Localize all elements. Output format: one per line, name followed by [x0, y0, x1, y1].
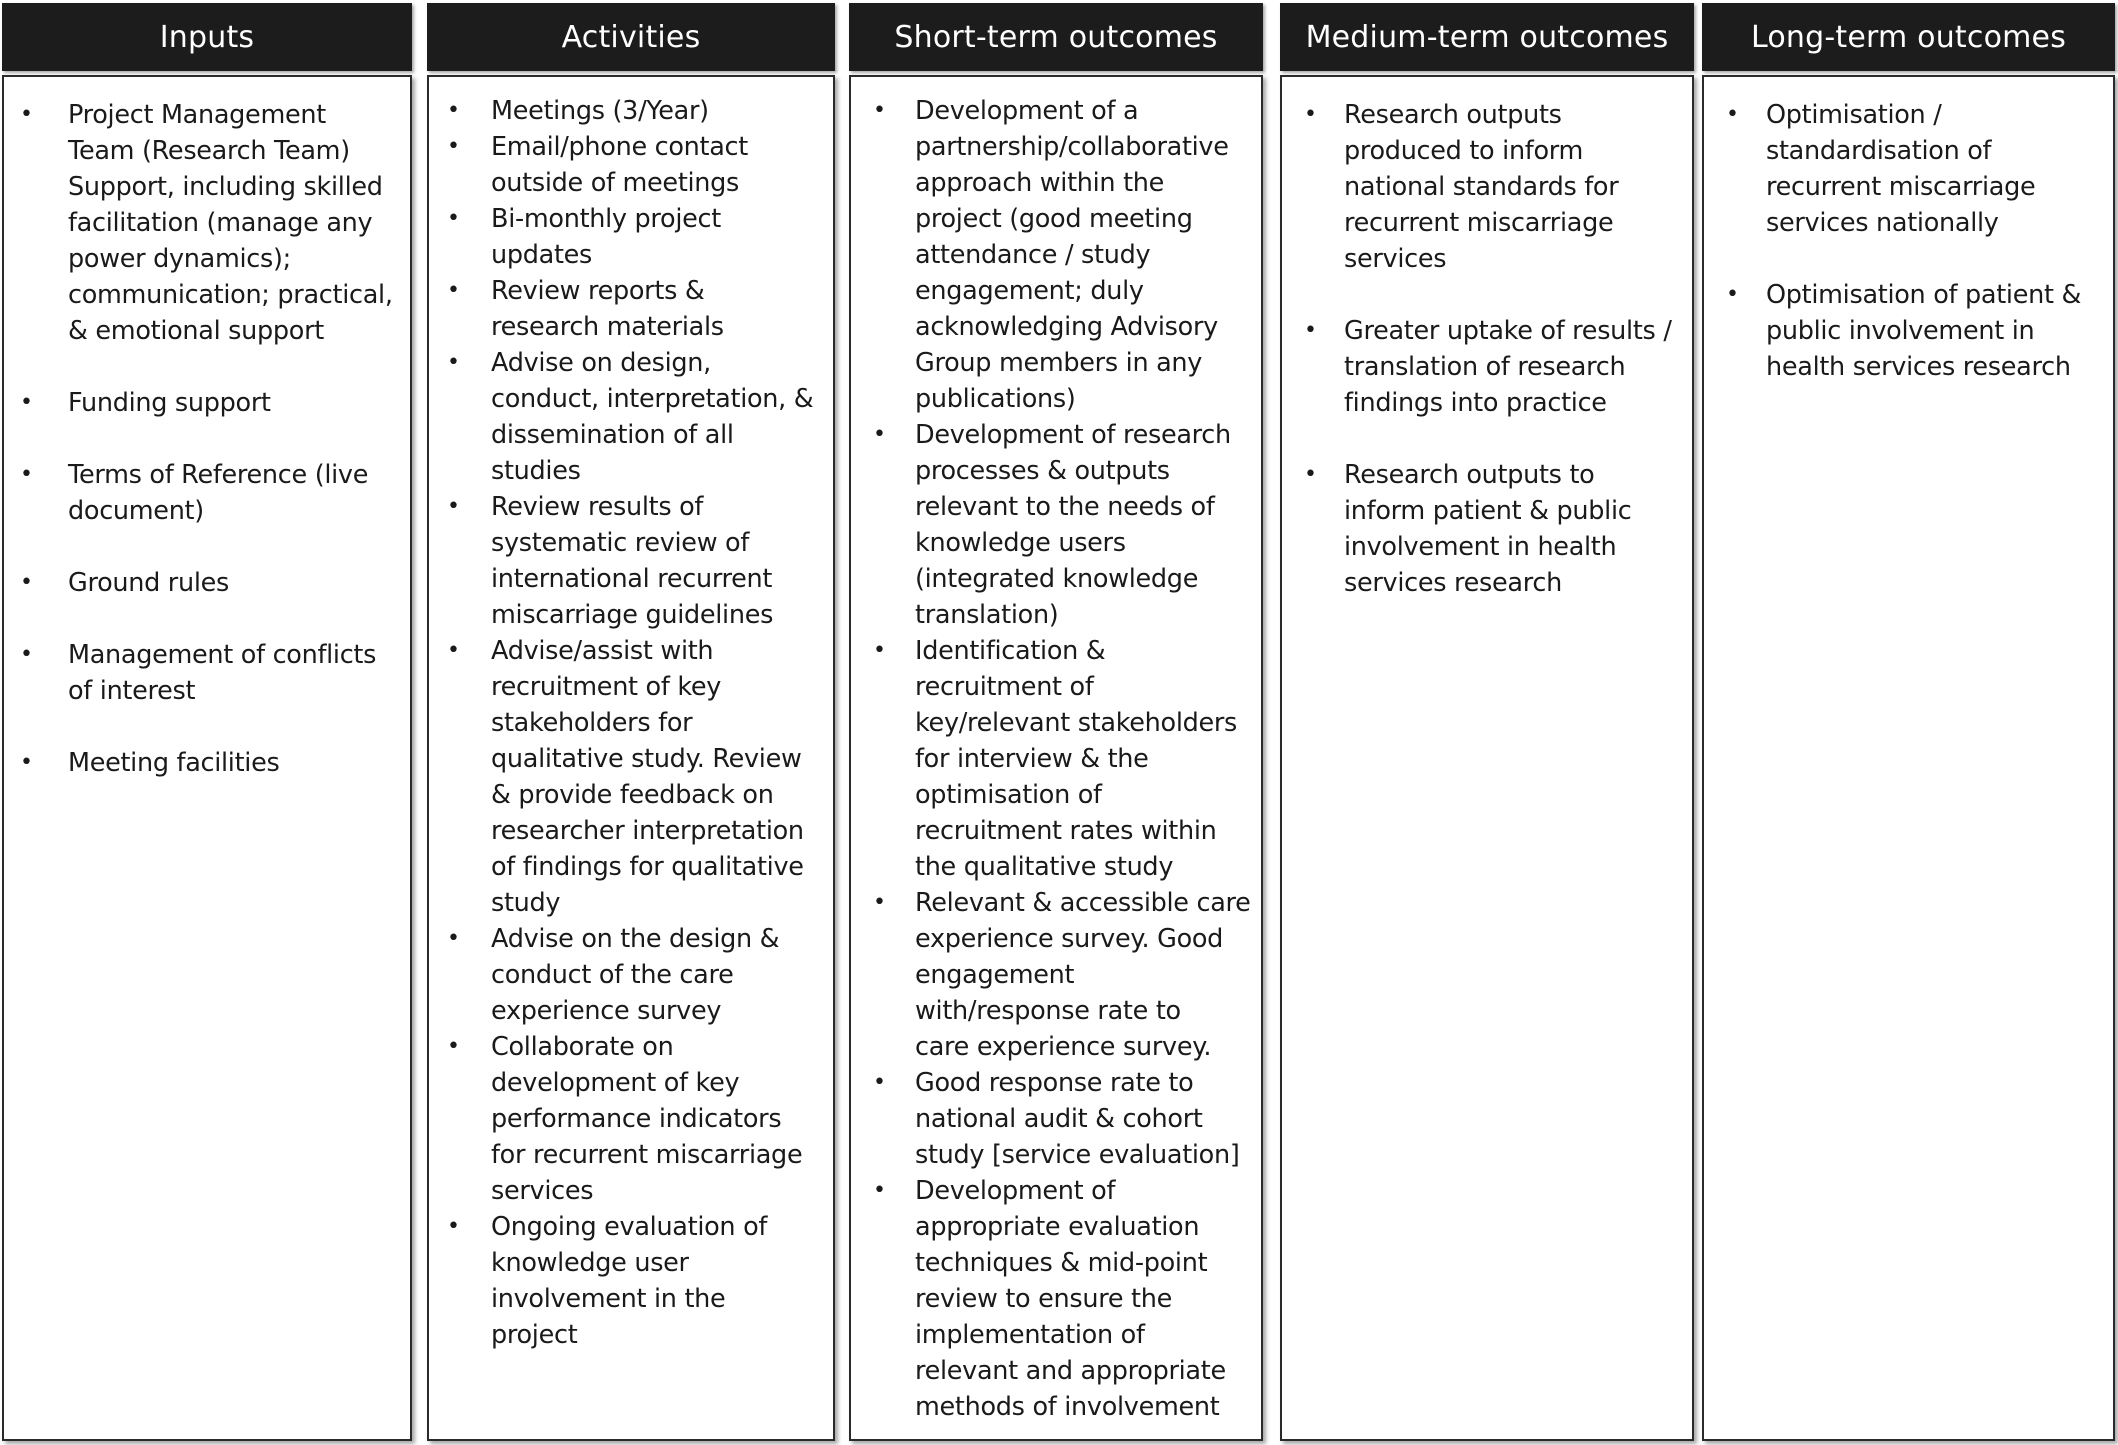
item-text-line: researcher interpretation	[491, 816, 804, 846]
item-text-line: communication; practical,	[68, 280, 393, 310]
list-item	[1282, 97, 1692, 277]
item-text-line: Ongoing evaluation of	[491, 1212, 768, 1242]
item-text-line: experience survey	[491, 996, 722, 1026]
item-text-line: Terms of Reference (live	[68, 460, 369, 490]
item-text-line: outside of meetings	[491, 168, 740, 198]
item-text-line: standardisation of	[1766, 136, 1992, 166]
bullet-icon: •	[1726, 102, 1739, 127]
item-text-line: development of key	[491, 1068, 740, 1098]
item-text-line: Team (Research Team)	[68, 136, 350, 166]
column-header-medium-term-outcomes: Medium-term outcomes	[1280, 3, 1694, 71]
item-text-line: & provide feedback on	[491, 780, 774, 810]
list-item	[1282, 457, 1692, 601]
item-text-line: experience survey. Good	[915, 924, 1224, 954]
item-text-line: recurrent miscarriage	[1766, 172, 2036, 202]
item-text-line: techniques & mid-point	[915, 1248, 1208, 1278]
list-item	[429, 1029, 833, 1209]
item-text-line: recurrent miscarriage	[1344, 208, 1614, 238]
bullet-icon: •	[1304, 318, 1317, 343]
bullet-icon: •	[447, 494, 460, 519]
item-text-line: Project Management	[68, 100, 326, 130]
item-list	[1282, 77, 1692, 601]
item-text-line: Ground rules	[68, 568, 230, 598]
column-body-long-term-outcomes	[1702, 75, 2115, 1441]
item-text-line: Review reports &	[491, 276, 705, 306]
item-text-line: services	[1344, 244, 1447, 274]
item-text-line: document)	[68, 496, 204, 526]
list-item	[429, 201, 833, 273]
item-text-line: Advise on the design &	[491, 924, 780, 954]
item-text-line: (integrated knowledge	[915, 564, 1199, 594]
bullet-icon: •	[447, 134, 460, 159]
column-header-activities: Activities	[427, 3, 835, 71]
item-text-line: project (good meeting	[915, 204, 1193, 234]
bullet-icon: •	[1726, 282, 1739, 307]
item-text-line: services	[491, 1176, 594, 1206]
item-text-line: optimisation of	[915, 780, 1102, 810]
item-text-line: international recurrent	[491, 564, 773, 594]
item-text-line: study	[491, 888, 561, 918]
item-text-line: engagement; duly	[915, 276, 1144, 306]
list-item	[4, 565, 410, 601]
bullet-icon: •	[873, 638, 886, 663]
item-text-line: recruitment of key	[491, 672, 722, 702]
bullet-icon: •	[873, 422, 886, 447]
item-text-line: research materials	[491, 312, 724, 342]
list-item	[851, 93, 1261, 417]
item-text-line: for recurrent miscarriage	[491, 1140, 803, 1170]
bullet-icon: •	[447, 206, 460, 231]
item-text-line: Optimisation of patient &	[1766, 280, 2082, 310]
item-text-line: dissemination of all	[491, 420, 734, 450]
item-text-line: acknowledging Advisory	[915, 312, 1218, 342]
list-item	[429, 921, 833, 1029]
item-text-line: Advise on design,	[491, 348, 711, 378]
item-text-line: relevant and appropriate	[915, 1356, 1226, 1386]
item-text-line: Relevant & accessible care	[915, 888, 1251, 918]
bullet-icon: •	[447, 278, 460, 303]
column-activities	[427, 3, 835, 1441]
item-list	[429, 77, 833, 1353]
column-body-medium-term-outcomes	[1280, 75, 1694, 1441]
item-text-line: of interest	[68, 676, 196, 706]
item-text-line: translation)	[915, 600, 1059, 630]
list-item	[1704, 277, 2113, 385]
item-text-line: Optimisation /	[1766, 100, 1942, 130]
item-text-line: power dynamics);	[68, 244, 291, 274]
bullet-icon: •	[20, 390, 33, 415]
bullet-icon: •	[20, 570, 33, 595]
list-item	[429, 633, 833, 921]
item-text-line: translation of research	[1344, 352, 1626, 382]
item-text-line: processes & outputs	[915, 456, 1170, 486]
item-text-line: knowledge users	[915, 528, 1126, 558]
bullet-icon: •	[20, 102, 33, 127]
bullet-icon: •	[873, 1070, 886, 1095]
list-item	[4, 637, 410, 709]
item-text-line: health services research	[1766, 352, 2071, 382]
item-text-line: Bi-monthly project	[491, 204, 721, 234]
list-item	[851, 417, 1261, 633]
list-item	[429, 345, 833, 489]
bullet-icon: •	[20, 642, 33, 667]
item-text-line: conduct, interpretation, &	[491, 384, 814, 414]
column-inputs	[2, 3, 412, 1441]
bullet-icon: •	[873, 890, 886, 915]
column-medium-term-outcomes	[1280, 3, 1694, 1441]
bullet-icon: •	[447, 98, 460, 123]
item-text-line: systematic review of	[491, 528, 750, 558]
item-text-line: knowledge user	[491, 1248, 689, 1278]
item-text-line: approach within the	[915, 168, 1165, 198]
item-text-line: publications)	[915, 384, 1076, 414]
item-text-line: updates	[491, 240, 593, 270]
column-header-inputs: Inputs	[2, 3, 412, 71]
item-text-line: engagement	[915, 960, 1075, 990]
column-body-short-term-outcomes	[849, 75, 1263, 1441]
item-text-line: services research	[1344, 568, 1562, 598]
item-text-line: national audit & cohort	[915, 1104, 1203, 1134]
column-header-short-term-outcomes: Short-term outcomes	[849, 3, 1263, 71]
list-item	[4, 385, 410, 421]
item-text-line: performance indicators	[491, 1104, 782, 1134]
item-text-line: Group members in any	[915, 348, 1203, 378]
item-text-line: stakeholders for	[491, 708, 693, 738]
item-text-line: inform patient & public	[1344, 496, 1632, 526]
list-item	[851, 1173, 1261, 1425]
item-text-line: project	[491, 1320, 578, 1350]
item-text-line: public involvement in	[1766, 316, 2035, 346]
item-text-line: study [service evaluation]	[915, 1140, 1240, 1170]
item-text-line: Advise/assist with	[491, 636, 714, 666]
item-text-line: Funding support	[68, 388, 271, 418]
item-text-line: appropriate evaluation	[915, 1212, 1200, 1242]
item-text-line: miscarriage guidelines	[491, 600, 774, 630]
list-item	[4, 457, 410, 529]
item-text-line: facilitation (manage any	[68, 208, 373, 238]
item-text-line: implementation of	[915, 1320, 1145, 1350]
bullet-icon: •	[447, 350, 460, 375]
bullet-icon: •	[20, 462, 33, 487]
item-text-line: & emotional support	[68, 316, 324, 346]
bullet-icon: •	[873, 98, 886, 123]
item-text-line: the qualitative study	[915, 852, 1174, 882]
item-text-line: Meeting facilities	[68, 748, 280, 778]
item-text-line: national standards for	[1344, 172, 1619, 202]
item-text-line: partnership/collaborative	[915, 132, 1229, 162]
bullet-icon: •	[873, 1178, 886, 1203]
item-text-line: Review results of	[491, 492, 704, 522]
item-text-line: involvement in health	[1344, 532, 1617, 562]
bullet-icon: •	[447, 1214, 460, 1239]
item-text-line: methods of involvement	[915, 1392, 1220, 1422]
item-text-line: qualitative study. Review	[491, 744, 802, 774]
item-text-line: Research outputs	[1344, 100, 1562, 130]
column-long-term-outcomes	[1702, 3, 2115, 1441]
column-short-term-outcomes	[849, 3, 1263, 1441]
list-item	[429, 93, 833, 129]
item-text-line: Management of conflicts	[68, 640, 377, 670]
item-text-line: for interview & the	[915, 744, 1149, 774]
item-text-line: with/response rate to	[915, 996, 1181, 1026]
item-text-line: services nationally	[1766, 208, 1999, 238]
item-text-line: Development of	[915, 1176, 1116, 1206]
item-text-line: Good response rate to	[915, 1068, 1194, 1098]
item-text-line: Collaborate on	[491, 1032, 674, 1062]
item-text-line: studies	[491, 456, 581, 486]
list-item	[851, 633, 1261, 885]
item-text-line: produced to inform	[1344, 136, 1584, 166]
list-item	[1282, 313, 1692, 421]
column-header-long-term-outcomes: Long-term outcomes	[1702, 3, 2115, 71]
list-item	[429, 489, 833, 633]
list-item	[429, 129, 833, 201]
bullet-icon: •	[447, 926, 460, 951]
item-text-line: Identification &	[915, 636, 1106, 666]
item-text-line: care experience survey.	[915, 1032, 1212, 1062]
list-item	[429, 273, 833, 345]
column-body-activities	[427, 75, 835, 1441]
item-text-line: Development of research	[915, 420, 1231, 450]
item-text-line: Support, including skilled	[68, 172, 383, 202]
item-text-line: recruitment rates within	[915, 816, 1217, 846]
item-text-line: key/relevant stakeholders	[915, 708, 1238, 738]
item-text-line: recruitment of	[915, 672, 1094, 702]
item-text-line: involvement in the	[491, 1284, 726, 1314]
item-text-line: relevant to the needs of	[915, 492, 1215, 522]
list-item	[851, 1065, 1261, 1173]
bullet-icon: •	[447, 1034, 460, 1059]
item-text-line: Research outputs to	[1344, 460, 1595, 490]
item-text-line: Meetings (3/Year)	[491, 96, 709, 126]
bullet-icon: •	[1304, 462, 1317, 487]
item-list	[851, 77, 1261, 1425]
item-text-line: Development of a	[915, 96, 1139, 126]
list-item	[429, 1209, 833, 1353]
item-text-line: attendance / study	[915, 240, 1151, 270]
item-text-line: Email/phone contact	[491, 132, 748, 162]
list-item	[1704, 97, 2113, 241]
list-item	[4, 97, 410, 349]
column-body-inputs	[2, 75, 412, 1441]
item-text-line: conduct of the care	[491, 960, 734, 990]
item-text-line: Greater uptake of results /	[1344, 316, 1672, 346]
list-item	[851, 885, 1261, 1065]
list-item	[4, 745, 410, 781]
bullet-icon: •	[1304, 102, 1317, 127]
bullet-icon: •	[447, 638, 460, 663]
item-text-line: findings into practice	[1344, 388, 1607, 418]
item-text-line: review to ensure the	[915, 1284, 1173, 1314]
item-list	[4, 77, 410, 781]
item-list	[1704, 77, 2113, 385]
bullet-icon: •	[20, 750, 33, 775]
item-text-line: of findings for qualitative	[491, 852, 804, 882]
